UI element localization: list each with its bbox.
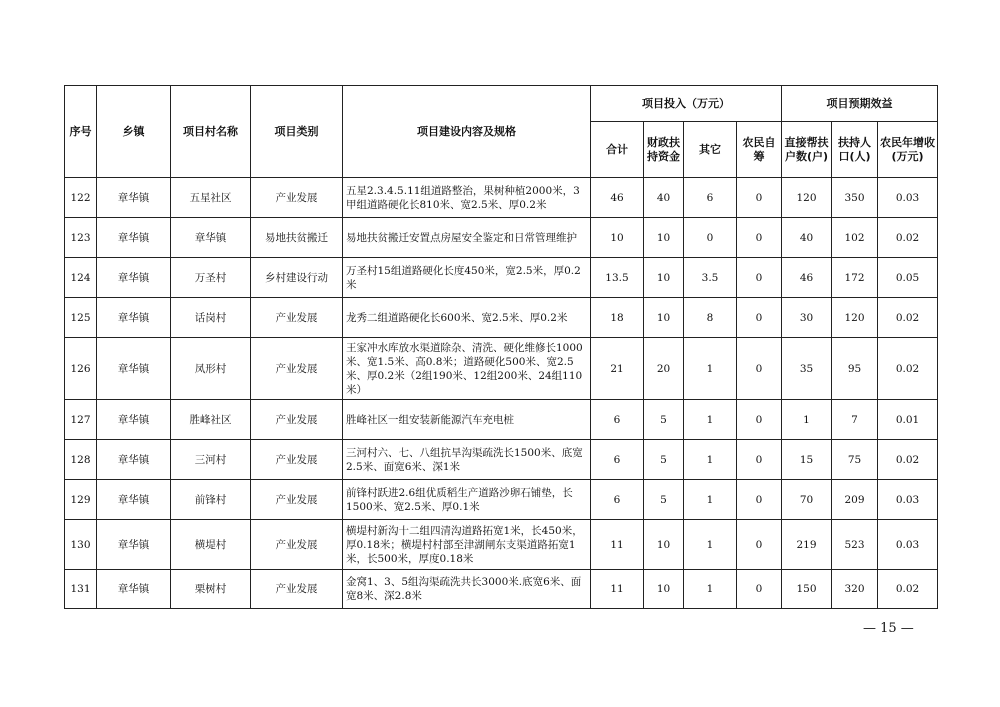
cell-fiscal: 10 bbox=[644, 218, 684, 258]
cell-township: 章华镇 bbox=[97, 520, 171, 570]
cell-farmer: 0 bbox=[737, 298, 782, 338]
cell-households: 70 bbox=[782, 480, 832, 520]
cell-income: 0.01 bbox=[878, 400, 938, 440]
cell-fiscal: 40 bbox=[644, 178, 684, 218]
cell-total: 13.5 bbox=[591, 258, 644, 298]
cell-households: 219 bbox=[782, 520, 832, 570]
cell-seq: 129 bbox=[65, 480, 97, 520]
table-row bbox=[65, 258, 938, 298]
cell-population: 320 bbox=[832, 570, 878, 609]
cell-other: 1 bbox=[684, 440, 737, 480]
cell-content: 易地扶贫搬迁安置点房屋安全鉴定和日常管理维护 bbox=[343, 218, 591, 258]
header-investment: 项目投入（万元） bbox=[591, 86, 782, 122]
cell-township: 章华镇 bbox=[97, 570, 171, 609]
table-row bbox=[65, 570, 938, 609]
cell-village: 横堤村 bbox=[171, 520, 251, 570]
cell-category: 产业发展 bbox=[251, 440, 343, 480]
cell-income: 0.02 bbox=[878, 298, 938, 338]
cell-farmer: 0 bbox=[737, 440, 782, 480]
cell-population: 120 bbox=[832, 298, 878, 338]
cell-fiscal: 10 bbox=[644, 298, 684, 338]
cell-fiscal: 5 bbox=[644, 440, 684, 480]
cell-category: 乡村建设行动 bbox=[251, 258, 343, 298]
cell-fiscal: 20 bbox=[644, 338, 684, 400]
cell-households: 46 bbox=[782, 258, 832, 298]
cell-other: 3.5 bbox=[684, 258, 737, 298]
cell-other: 1 bbox=[684, 520, 737, 570]
cell-households: 35 bbox=[782, 338, 832, 400]
cell-other: 8 bbox=[684, 298, 737, 338]
cell-village: 凤形村 bbox=[171, 338, 251, 400]
cell-village: 五星社区 bbox=[171, 178, 251, 218]
cell-category: 产业发展 bbox=[251, 338, 343, 400]
cell-content: 龙秀二组道路硬化长600米、宽2.5米、厚0.2米 bbox=[343, 298, 591, 338]
cell-households: 30 bbox=[782, 298, 832, 338]
cell-households: 1 bbox=[782, 400, 832, 440]
cell-farmer: 0 bbox=[737, 178, 782, 218]
cell-farmer: 0 bbox=[737, 400, 782, 440]
cell-farmer: 0 bbox=[737, 520, 782, 570]
cell-total: 21 bbox=[591, 338, 644, 400]
header-seq: 序号 bbox=[65, 86, 97, 178]
cell-township: 章华镇 bbox=[97, 258, 171, 298]
cell-seq: 122 bbox=[65, 178, 97, 218]
cell-township: 章华镇 bbox=[97, 480, 171, 520]
cell-other: 1 bbox=[684, 338, 737, 400]
cell-other: 1 bbox=[684, 480, 737, 520]
cell-content: 五星2.3.4.5.11组道路整治，果树种植2000米，3甲组道路硬化长810米、宽2.5米、厚0.2米 bbox=[343, 178, 591, 218]
cell-households: 15 bbox=[782, 440, 832, 480]
cell-farmer: 0 bbox=[737, 480, 782, 520]
cell-total: 11 bbox=[591, 570, 644, 609]
cell-content: 三河村六、七、八组抗旱沟渠疏洗长1500米、底宽2.5米、面宽6米、深1米 bbox=[343, 440, 591, 480]
project-table-container bbox=[64, 85, 938, 609]
header-farmer: 农民自筹 bbox=[737, 122, 782, 178]
cell-seq: 124 bbox=[65, 258, 97, 298]
cell-income: 0.03 bbox=[878, 480, 938, 520]
cell-total: 11 bbox=[591, 520, 644, 570]
cell-population: 172 bbox=[832, 258, 878, 298]
cell-township: 章华镇 bbox=[97, 440, 171, 480]
cell-seq: 126 bbox=[65, 338, 97, 400]
cell-content: 金窝1、3、5组沟渠疏洗共长3000米.底宽6米、面宽8米、深2.8米 bbox=[343, 570, 591, 609]
cell-township: 章华镇 bbox=[97, 400, 171, 440]
cell-population: 209 bbox=[832, 480, 878, 520]
cell-category: 易地扶贫搬迁 bbox=[251, 218, 343, 258]
cell-content: 万圣村15组道路硬化长度450米，宽2.5米，厚0.2米 bbox=[343, 258, 591, 298]
header-fiscal: 财政扶持资金 bbox=[644, 122, 684, 178]
cell-income: 0.03 bbox=[878, 520, 938, 570]
cell-households: 120 bbox=[782, 178, 832, 218]
table-row bbox=[65, 520, 938, 570]
cell-population: 102 bbox=[832, 218, 878, 258]
header-content: 项目建设内容及规格 bbox=[343, 86, 591, 178]
cell-population: 95 bbox=[832, 338, 878, 400]
table-row bbox=[65, 400, 938, 440]
cell-other: 6 bbox=[684, 178, 737, 218]
cell-population: 350 bbox=[832, 178, 878, 218]
cell-total: 10 bbox=[591, 218, 644, 258]
cell-other: 1 bbox=[684, 400, 737, 440]
cell-seq: 128 bbox=[65, 440, 97, 480]
table-row bbox=[65, 480, 938, 520]
cell-population: 523 bbox=[832, 520, 878, 570]
table-row bbox=[65, 440, 938, 480]
cell-category: 产业发展 bbox=[251, 480, 343, 520]
cell-content: 王家冲水库放水渠道除杂、清洗、硬化维修长1000米、宽1.5米、高0.8米；道路硬化500米、宽2.5米、厚0.2米（2组190米、12组200米、24组110米） bbox=[343, 338, 591, 400]
header-village: 项目村名称 bbox=[171, 86, 251, 178]
cell-seq: 123 bbox=[65, 218, 97, 258]
cell-households: 150 bbox=[782, 570, 832, 609]
cell-income: 0.02 bbox=[878, 440, 938, 480]
cell-township: 章华镇 bbox=[97, 298, 171, 338]
header-category: 项目类别 bbox=[251, 86, 343, 178]
cell-content: 胜峰社区一组安装新能源汽车充电桩 bbox=[343, 400, 591, 440]
cell-total: 6 bbox=[591, 400, 644, 440]
header-other: 其它 bbox=[684, 122, 737, 178]
cell-village: 万圣村 bbox=[171, 258, 251, 298]
cell-total: 6 bbox=[591, 480, 644, 520]
table-row bbox=[65, 298, 938, 338]
cell-fiscal: 10 bbox=[644, 258, 684, 298]
project-table bbox=[64, 85, 938, 609]
cell-village: 前锋村 bbox=[171, 480, 251, 520]
cell-content: 前锋村跃进2.6组优质稻生产道路沙卵石铺垫，长1500米、宽2.5米、厚0.1米 bbox=[343, 480, 591, 520]
cell-fiscal: 5 bbox=[644, 400, 684, 440]
cell-farmer: 0 bbox=[737, 338, 782, 400]
cell-income: 0.02 bbox=[878, 218, 938, 258]
cell-seq: 125 bbox=[65, 298, 97, 338]
cell-category: 产业发展 bbox=[251, 178, 343, 218]
cell-income: 0.05 bbox=[878, 258, 938, 298]
cell-category: 产业发展 bbox=[251, 570, 343, 609]
table-row bbox=[65, 338, 938, 400]
cell-population: 75 bbox=[832, 440, 878, 480]
cell-village: 章华镇 bbox=[171, 218, 251, 258]
header-households: 直接帮扶户数(户) bbox=[782, 122, 832, 178]
cell-village: 胜峰社区 bbox=[171, 400, 251, 440]
page-number: — 15 — bbox=[863, 621, 914, 636]
cell-category: 产业发展 bbox=[251, 400, 343, 440]
table-row bbox=[65, 218, 938, 258]
header-total: 合计 bbox=[591, 122, 644, 178]
cell-fiscal: 10 bbox=[644, 520, 684, 570]
cell-farmer: 0 bbox=[737, 218, 782, 258]
cell-seq: 130 bbox=[65, 520, 97, 570]
cell-farmer: 0 bbox=[737, 258, 782, 298]
cell-category: 产业发展 bbox=[251, 298, 343, 338]
header-population: 扶持人口(人) bbox=[832, 122, 878, 178]
cell-total: 18 bbox=[591, 298, 644, 338]
cell-seq: 127 bbox=[65, 400, 97, 440]
header-township: 乡镇 bbox=[97, 86, 171, 178]
cell-township: 章华镇 bbox=[97, 218, 171, 258]
cell-township: 章华镇 bbox=[97, 338, 171, 400]
cell-seq: 131 bbox=[65, 570, 97, 609]
cell-households: 40 bbox=[782, 218, 832, 258]
table-row bbox=[65, 178, 938, 218]
cell-total: 46 bbox=[591, 178, 644, 218]
cell-total: 6 bbox=[591, 440, 644, 480]
header-benefit: 项目预期效益 bbox=[782, 86, 938, 122]
cell-income: 0.02 bbox=[878, 570, 938, 609]
cell-township: 章华镇 bbox=[97, 178, 171, 218]
cell-fiscal: 10 bbox=[644, 570, 684, 609]
cell-other: 0 bbox=[684, 218, 737, 258]
cell-content: 横堤村新沟十二组四清沟道路拓宽1米，长450米，厚0.18米；横堤村村部至津湖闸东支渠道路拓宽1米，长500米，厚度0.18米 bbox=[343, 520, 591, 570]
cell-population: 7 bbox=[832, 400, 878, 440]
cell-village: 栗树村 bbox=[171, 570, 251, 609]
cell-category: 产业发展 bbox=[251, 520, 343, 570]
cell-village: 话岗村 bbox=[171, 298, 251, 338]
header-income: 农民年增收(万元) bbox=[878, 122, 938, 178]
cell-village: 三河村 bbox=[171, 440, 251, 480]
cell-other: 1 bbox=[684, 570, 737, 609]
cell-farmer: 0 bbox=[737, 570, 782, 609]
cell-fiscal: 5 bbox=[644, 480, 684, 520]
cell-income: 0.03 bbox=[878, 178, 938, 218]
cell-income: 0.02 bbox=[878, 338, 938, 400]
